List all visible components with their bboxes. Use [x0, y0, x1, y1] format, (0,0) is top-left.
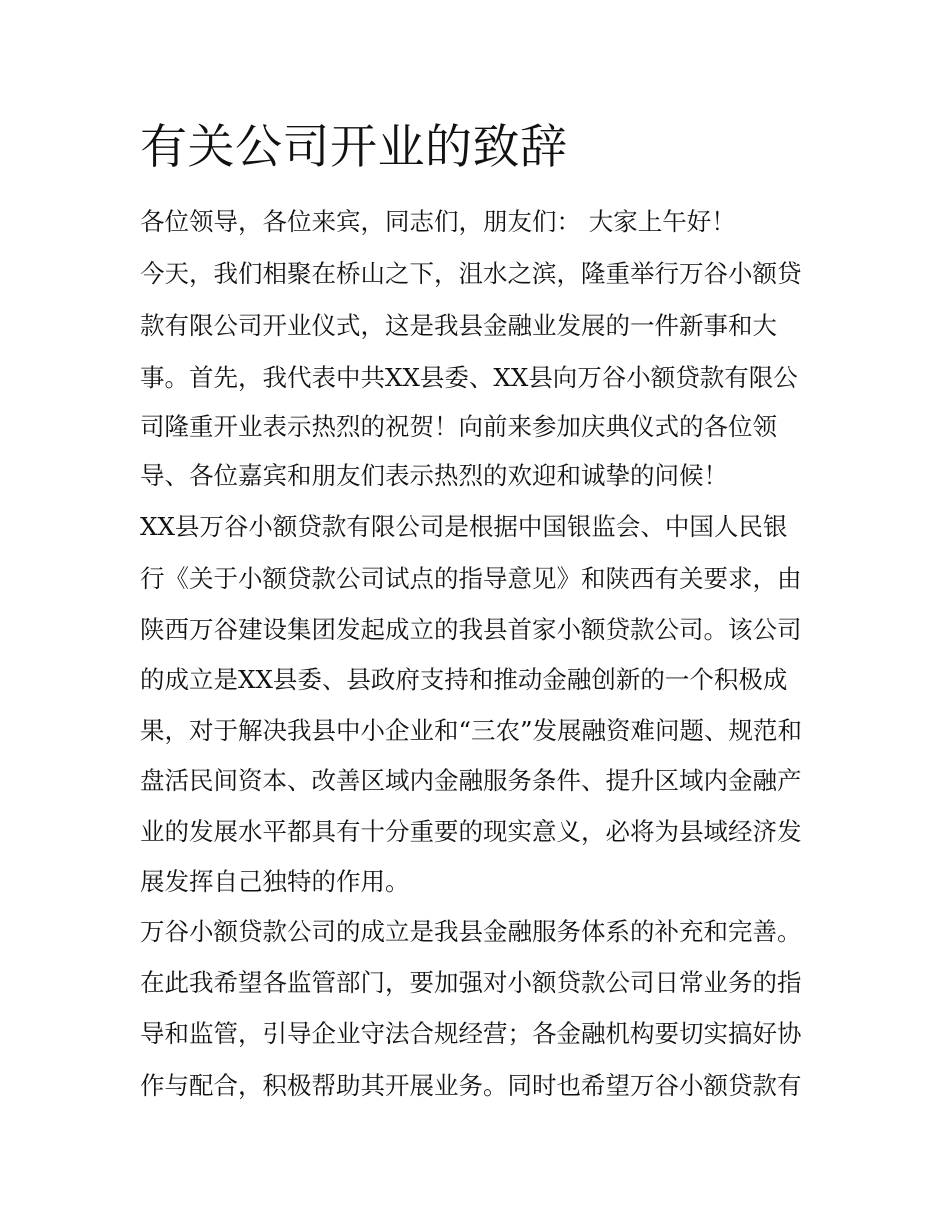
body-line: 各位领导，各位来宾，同志们，朋友们： 大家上午好！ — [140, 207, 736, 236]
body-line: 款有限公司开业仪式，这是我县金融业发展的一件新事和大 — [140, 311, 777, 340]
body-line: 果，对于解决我县中小企业和“三农”发展融资难问题、规范和 — [140, 716, 803, 745]
body-line: 陕西万谷建设集团发起成立的我县首家小额贷款公司。该公司 — [140, 615, 802, 644]
body-line: 万谷小额贷款公司的成立是我县金融服务体系的补充和完善。 — [140, 917, 802, 946]
body-line: 作与配合，积极帮助其开展业务。同时也希望万谷小额贷款有 — [140, 1071, 802, 1100]
body-line: 事。首先，我代表中共XX县委、XX县向万谷小额贷款有限公 — [140, 363, 798, 392]
body-line: 在此我希望各监管部门，要加强对小额贷款公司日常业务的指 — [140, 968, 802, 997]
body-line: 导、各位嘉宾和朋友们表示热烈的欢迎和诚挚的问候！ — [140, 461, 728, 490]
body-line: 行《关于小额贷款公司试点的指导意见》和陕西有关要求，由 — [140, 564, 802, 593]
body-line: 导和监管，引导企业守法合规经营；各金融机构要切实搞好协 — [140, 1019, 802, 1048]
body-line: 司隆重开业表示热烈的祝贺！向前来参加庆典仪式的各位领 — [140, 412, 777, 441]
body-line: 的成立是XX县委、县政府支持和推动金融创新的一个积极成 — [140, 665, 788, 694]
body-line: XX县万谷小额贷款有限公司是根据中国银监会、中国人民银 — [140, 512, 788, 541]
body-line: 业的发展水平都具有十分重要的现实意义，必将为县域经济发 — [140, 817, 802, 846]
body-line: 盘活民间资本、改善区域内金融服务条件、提升区域内金融产 — [140, 766, 802, 795]
body-line: 今天，我们相聚在桥山之下，沮水之滨，隆重举行万谷小额贷 — [140, 259, 802, 288]
body-line: 展发挥自己独特的作用。 — [140, 867, 410, 896]
document-title: 有关公司开业的致辞 — [140, 120, 568, 175]
